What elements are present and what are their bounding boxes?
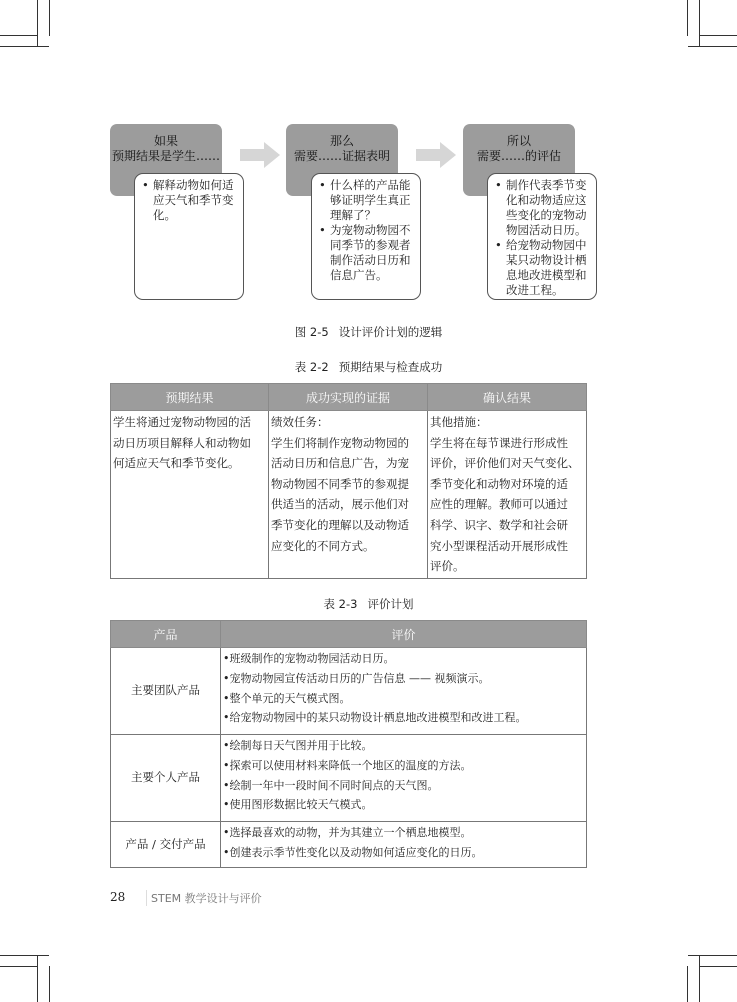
crop-mark <box>699 966 737 967</box>
list-item: •创建表示季节性变化以及动物如何适应变化的日历。 <box>223 845 483 859</box>
column-header: 产品 <box>111 621 221 648</box>
text-line: 评价，评价他们对天气变化、 <box>430 456 580 471</box>
table-cell <box>111 411 269 579</box>
crop-mark <box>699 955 700 1002</box>
caption-number: 图 2-5 <box>294 325 329 339</box>
arrow-right-icon <box>416 142 456 168</box>
table-row <box>111 735 587 822</box>
table-caption <box>0 359 737 375</box>
caption-number: 表 2-3 <box>323 597 358 611</box>
book-title: STEM 教学设计与评价 <box>146 890 262 906</box>
list-item: •选择最喜欢的动物，并为其建立一个栖息地模型。 <box>223 826 472 839</box>
caption-text: 评价计划 <box>367 597 414 611</box>
table-cell <box>221 822 587 868</box>
row-label: 主要个人产品 <box>111 735 221 822</box>
row-label: 产品 / 交付产品 <box>111 822 221 868</box>
logic-box-so-notes <box>487 173 597 300</box>
list-item: •班级制作的宠物动物园活动日历。 <box>223 652 395 665</box>
crop-mark <box>0 46 49 47</box>
list-item: • 给宠物动物园中某只动物设计栖息地改进模型和改进工程。 <box>494 238 590 298</box>
logic-box-if-notes <box>134 173 244 300</box>
logic-box-subtitle: 需要……的评估 <box>476 149 561 163</box>
table-caption <box>0 596 737 612</box>
text-line: 何适应天气和季节变化。 <box>113 456 240 471</box>
logic-box-subtitle: 需要……证据表明 <box>293 149 390 163</box>
crop-mark <box>37 955 38 1002</box>
caption-number: 表 2-2 <box>294 360 329 374</box>
table-header-row <box>111 621 587 648</box>
list-item: • 为宠物动物园不同季节的参观者制作活动日历和信息广告。 <box>318 223 414 283</box>
text-line: 物动物园不同季节的参观提 <box>271 476 409 491</box>
page-number: 28 <box>110 890 126 904</box>
crop-mark <box>687 966 688 1002</box>
table-cell <box>221 648 587 735</box>
table-row <box>111 822 587 868</box>
text-line: 应性的理解。教师可以通过 <box>430 497 568 512</box>
text-line: 活动日历和信息广告，为宠 <box>271 456 409 471</box>
text-line: 季节变化的理解以及动物适 <box>271 517 409 532</box>
list-item: •给宠物动物园中的某只动物设计栖息地改进模型和改进工程。 <box>223 711 527 725</box>
table-cell <box>269 411 428 579</box>
logic-box-title: 那么 <box>329 134 354 148</box>
caption-text: 设计评价计划的逻辑 <box>338 325 443 339</box>
arrow-right-icon <box>240 142 280 168</box>
crop-mark <box>0 35 38 36</box>
list-item: •整个单元的天气模式图。 <box>223 691 351 705</box>
crop-mark <box>37 0 38 47</box>
logic-box-title: 如果 <box>153 134 178 148</box>
column-header: 确认结果 <box>428 384 587 411</box>
list-item: • 什么样的产品能够证明学生真正理解了？ <box>318 178 414 223</box>
text-line: 究小型课程活动开展形成性 <box>430 538 568 553</box>
list-item: • 制作代表季节变化和动物适应这些变化的宠物动物园活动日历。 <box>494 178 590 238</box>
crop-mark <box>0 966 38 967</box>
table-header-row <box>111 384 587 411</box>
list-item: •使用图形数据比较天气模式。 <box>223 798 373 812</box>
text-line: 学生将在每节课进行形成性 <box>430 435 568 450</box>
text-line: 学生将通过宠物动物园的活 <box>113 415 251 429</box>
logic-box-subtitle: 预期结果是学生…… <box>111 149 220 163</box>
column-header: 成功实现的证据 <box>269 384 428 411</box>
list-item: •绘制一年中一段时间不同时间点的天气图。 <box>223 778 439 792</box>
text-line: 应变化的不同方式。 <box>271 538 375 553</box>
list-item: •探索可以使用材料来降低一个地区的温度的方法。 <box>223 758 472 772</box>
crop-mark <box>688 955 737 956</box>
column-header: 评价 <box>221 621 587 648</box>
table-cell <box>221 735 587 822</box>
text-line: 绩效任务： <box>271 415 329 429</box>
caption-text: 预期结果与检查成功 <box>338 360 443 374</box>
row-label: 主要团队产品 <box>111 648 221 735</box>
text-line: 其他措施： <box>430 415 488 429</box>
crop-mark <box>49 966 50 1002</box>
crop-mark <box>0 955 49 956</box>
text-line: 供适当的活动，展示他们对 <box>271 497 409 512</box>
table-row <box>111 648 587 735</box>
crop-mark <box>688 46 737 47</box>
expected-results-table <box>110 383 587 579</box>
text-line: 动日历项目解释人和动物如 <box>113 435 251 450</box>
page-footer <box>110 890 262 905</box>
crop-mark <box>699 35 737 36</box>
crop-mark <box>687 0 688 36</box>
table-row <box>111 411 587 579</box>
evaluation-plan-table <box>110 620 587 868</box>
logic-box-title: 所以 <box>506 134 531 148</box>
text-line: 学生们将制作宠物动物园的 <box>271 435 409 450</box>
list-item: •宠物动物园宣传活动日历的广告信息 —— 视频演示。 <box>223 671 490 685</box>
list-item: • 解释动物如何适应天气和季节变化。 <box>141 178 237 223</box>
text-line: 季节变化和动物对环境的适 <box>430 476 568 491</box>
column-header: 预期结果 <box>111 384 269 411</box>
text-line: 科学、识字、数学和社会研 <box>430 517 568 532</box>
text-line: 评价。 <box>430 559 465 574</box>
list-item: •绘制每日天气图并用于比较。 <box>223 739 373 752</box>
crop-mark <box>699 0 700 47</box>
table-cell <box>428 411 587 579</box>
crop-mark <box>49 0 50 36</box>
logic-box-then-notes <box>311 173 421 300</box>
figure-caption <box>0 324 737 340</box>
